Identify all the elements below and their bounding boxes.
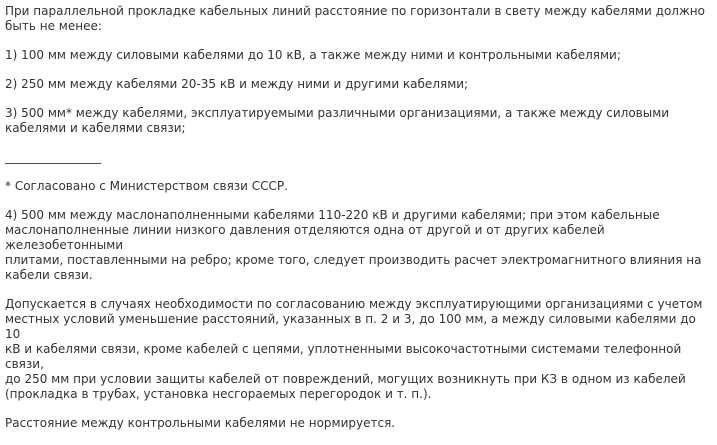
footnote-paragraph: * Согласовано с Министерством связи СССР. <box>5 179 288 193</box>
item-2-paragraph: 2) 250 мм между кабелями 20-35 кВ и между ними и другими кабелями; <box>5 77 469 91</box>
control-cables-paragraph: Расстояние между контрольными кабелями не нормируется. <box>5 416 396 430</box>
item-3-paragraph: 3) 500 мм* между кабелями, эксплуатируемыми различными организациями, а также между силовыми кабелями и кабелями связи; <box>5 106 670 135</box>
allowance-paragraph: Допускается в случаях необходимости по согласованию между эксплуатирующими организациями с учетом местных условий уменьшение расстояний, указанных в п. 2 и 3, до 100 мм, а между силовыми кабелями до 10 кВ и кабелями связи, кроме кабелей с цепями, уплотненными высокочастотными системами телефонной связи, до 250 мм при условии защиты кабелей от повреждений, могущих возникнуть при КЗ в одном из кабелей (прокладка в трубах, установка несгораемых перегородок и т. п.). <box>5 297 703 401</box>
intro-paragraph: При параллельной прокладке кабельных линий расстояние по горизонтали в свету между кабелями должно быть не менее: <box>5 4 705 33</box>
footnote-separator: ________________ <box>5 150 101 164</box>
item-1-paragraph: 1) 100 мм между силовыми кабелями до 10 кВ, а также между ними и контрольными кабелями; <box>5 48 621 62</box>
item-4-paragraph: 4) 500 мм между маслонаполненными кабелями 110-220 кВ и другими кабелями; при этом кабельные маслонаполненные линии низкого давления отделяются одна от другой и от других кабелей железобетонными плитами, поставленными на ребро; кроме того, следует производить расчет электромагнитного влияния на кабели связи. <box>5 208 702 282</box>
document-body <box>5 4 713 445</box>
